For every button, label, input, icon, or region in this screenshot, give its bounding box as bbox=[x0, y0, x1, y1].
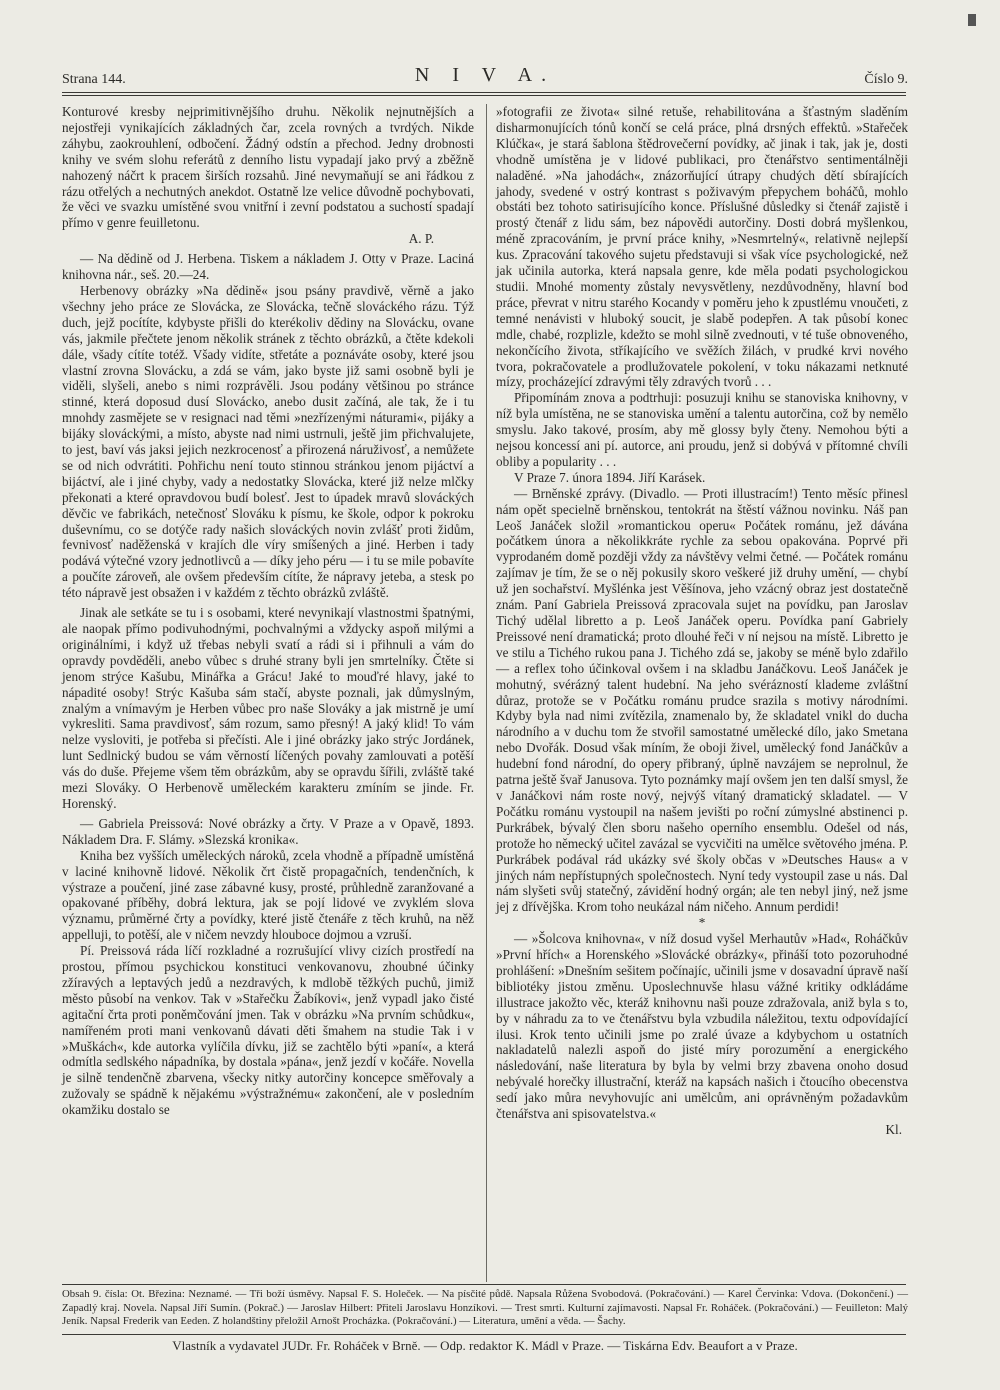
page-header bbox=[62, 64, 908, 90]
signature: A. P. bbox=[408, 231, 434, 247]
section-asterisk: * bbox=[698, 915, 706, 931]
footer-rule bbox=[62, 1284, 906, 1285]
right-paragraph: Připomínám znova a podtrhuji: posuzuji knihu se stanoviska knihovny, v níž byla umístěna, ne se stanoviska umění a talentu autorčina, což by nemělo smyslu. Jako takové, prosím, aby mě glossy byly čteny. Nemohou býti a nejsou koncessí ani pí. autorce, ani proudu, jenž si dobývá v přítomné chvíli obliby a popularity . . . bbox=[496, 390, 908, 469]
left-paragraph: Herbenovy obrázky »Na dědině« jsou psány pravdivě, věrně a jako všechny jeho práce ze Slovácka, ze Slovácka, tečně slováckého rázu. Týž duch, jejž pocítíte, kdybyste přišli do kterékoliv dědiny na Slovácku, ovane vás, jakmile přečtete jenom několik stránek z těchto obrázků, a čtěte kdekoli dále, všady cítíte totéž. Všady vidíte, střetáte a poznáváte osoby, které jsou vlastní zrovna Slovácku, a zdá se vám, jako byste již sami osobně byli je viděli, slyšeli, anebo s nimi rozprávěli. Jsou podány většinou po stránce stinné, která doposud dusí Slovácko, anebo dusit začíná, ale tak, že i tu mnohdy zasmějete se v resignaci nad těmi »nezřízenými náturami«, pijáky a bijáky slováckými, a místo, abyste nad nimi ustrnuli, ještě jim přichvalujete, to jest, baví vás jaksi jejich nezkrocenosť a přirozená náruživosť, a nemůžete se od nich odvrátiti. Pohřichu není touto stinnou stránkou jenom pijáctví a bijáctví, ale i jiné chyby, vady a nedostatky Slovácka, které již nelze mlčky překonati a které opravdovou budí bolesť. Jest to úpadek mravů slováckých děvčic ve fabrikách, netečnosť Slováku k písmu, ke škole, odpor k pokroku duševnímu, co se dotýče rady našich slováckých novin zvlášť proti židům, fevnivosť naděženská v krajích dle víry smíšených a jiné. Herben i tady podává výtečné vzory jednotlivců a — díky jeho péru — i tu se mile pobavíte a poučíte zároveň, ale ovšem především cítíte, že nápravy jeteba, a stesk po této nápravě jest obsažen i v každém z těchto obrázků zvláště. bbox=[62, 282, 474, 601]
issue-number: Číslo 9. bbox=[864, 72, 908, 87]
header-rule bbox=[62, 92, 906, 93]
signature: Kl. bbox=[885, 1122, 902, 1137]
left-column bbox=[62, 104, 474, 1118]
imprint-rule bbox=[62, 1334, 906, 1335]
left-paragraph: Pí. Preissová ráda líčí rozkladné a rozrušující vlivy cizích prostředí na prostou, přímou psychickou konstituci venkovanovu, zhoubné účinky zžíravých a leptavých jedů a nezdravých, k mdlobě těžkých puchů, jimiž město působí na venkov. Tak v »Stařečku Žabíkovi«, jenž vypadl jako čisté agitační črta proti poněmčování jmen. Tak v obrázku »Na prvním schůdku«, namířeném proti mani venkovanů dávati děti šmahem na studie Tak i v »Muškách«, kde autorka vylíčila dívku, již se zachtělo býti »paní«, a která odmítla sedlského nápadníka, by dostala »pána«, jenž jezdí v kočáře. Novella je silně tendenčně zbarvena, všecky nitky autorčiny koncepce směřovaly a zužovaly se spádně k nějakému »výstražnému« zakončení, ale v posledním okamžiku dostalo se bbox=[62, 943, 474, 1118]
publisher-imprint: Vlastník a vydavatel JUDr. Fr. Roháček v Brně. — Odp. redaktor K. Mádl v Praze. — Tiskárna Edv. Beaufort a v Praze. bbox=[172, 1338, 798, 1353]
header-rule-second bbox=[62, 95, 906, 96]
left-paragraph: — Na dědině od J. Herbena. Tiskem a nákladem J. Otty v Praze. Laciná knihovna nár., seš. 20.—24. bbox=[62, 251, 474, 283]
issue-contents: Obsah 9. čísla: Ot. Březina: Neznamé. — Tři boží úsměvy. Napsal F. S. Holeček. — Na písčité půdě. Napsala Růžena Svobodová. (Pokračování.) — Karel Červinka: Vdova. (Dokončení.) — Zapadlý kraj. Novela. Napsal Jiří Sumín. (Pokrač.) — Jaroslav Hilbert: Přiteli Jaroslavu Honzíkovi. — Trest smrti. Kulturní zajímavosti. Napsal Fr. Roháček. (Pokračování.) — Feuilleton: Malý Jeník. Napsal Frederik van Eeden. Z holandštiny přeložil Arnošt Procházka. (Pokračování.) — Literatura, umění a věda. — Šachy. bbox=[62, 1288, 908, 1328]
right-paragraph: »fotografii ze života« silné retuše, rehabilitována a šťastným sladěním disharmonujících tónů končí se celá práce, plná drsných effektů. »Stařeček Klúčka«, je stará šablona štědrovečerní povídky, ač jinak i tak, jak je, dosti vhodně umístěna je v lidové publikaci, pro čtenářstvo sentimentálněji naladěné. »Na jahodách«, znázorňující útrapy chudých dětí sbírajících jahody, svedené v ostrý kontrast s poživavým přepychem boháčů, mohlo obstáti bez tohoto satirisujícího konce. Příslušné důsledky si čtenář zajistě i prostý čtenář z lidu sám, bez nápovědi autorčiny. Dosti dobrá myšlenkou, méně zpracováním, je první práce knihy, »Nesmrtelný«, relativně nejlepší kus. Zpracování takového sujetu představuji si však více psychologické, než jak učinila autorka, která napsala genre, kde měla podati psychologickou studii. Mnohé momenty zůstaly nevysvětleny, nezdůvodněny, hlavní bod práce, převrat v nitru starého Kocandy v poměru jeho k zpustlému vnoučeti, z temné nenávisti v hluboký soucit, je slabě podepřen. A tak působí konec mdle, chabé, rozplizle, kdežto se mohl silně zvednouti, v té tuše obnoveného, nekončícího života, stříkajícího ve svěžích žilách, v prudké krvi nového tvora, pokračovatele a prodlužovatele pokolení, v toku nákazami netknuté mízy, procházející zdravými těly zdravých tvorů . . . bbox=[496, 104, 908, 390]
column-divider bbox=[486, 104, 487, 1282]
page-number: Strana 144. bbox=[62, 72, 126, 87]
right-column bbox=[496, 104, 908, 1138]
corner-mark bbox=[968, 14, 976, 26]
left-paragraph: Kniha bez vyšších uměleckých nároků, zcela vhodně a případně umístěná v laciné knihovně lidové. Několik črt čistě propagačních, tendenčních, k výstraze a poučení, jiné zase zábavné kusy, prosté, průhledně zaranžované a opakované příběhy, dobrá lektura, jak se pojí lidové ve zvyklém slova významu, průměrné črty a povídky, které jistě čtenáře z těch kruhů, na něž appelluji, to potěší, ale v ničem nevzdy hlouboce dojmou a vzruší. bbox=[62, 847, 474, 943]
right-paragraph: — »Šolcova knihovna«, v níž dosud vyšel Merhautův »Had«, Roháčkův »První hřích« a Horenského »Slovácké obrázky«, přináší toto pozoruhodné prohlášení: »Dnešním sešitem počínajíc, učinili jsme v dosavadní úpravě naší bibliotéky jistou změnu. Uposlechnuvše hlasu vážné kritiky odkládáme illustrace jakožto věc, kteráž knihovnu naši pouze zdražovala, aniž byla s to, by v náhradu za to ve čtenářstvu byla vzbudila náležitou, textu odpovídající ilusi. Krok tento učinili jsme po zralé úvaze a kdybychom u ostatních nakladatelů nalezli aspoň do jisté míry porozumění a energického následování, naše literatura by byla by velmi brzy zbavena onoho dosud nebývalé horečky illustrační, kteráž na kapsách našich i čtoucího obecenstva sedí jako můra nevyhovujíc ani umělcům, ani oprávněným požadavkům čtenářstva ani spisovatelstva.« bbox=[496, 931, 908, 1122]
right-paragraph: — Brněnské zprávy. (Divadlo. — Proti illustracím!) Tento měsíc přinesl nám opět specielně brněnskou, tentokrát na štěstí vážnou novinku. Náš pan Leoš Janáček složil »romantickou operu« Počátek románu, jež dávána počátkem února a několikkráte rychle za sebou opakována. Poprvé při vyprodaném domě později vždy za návštěvy velmi četné. — Počátek románu zajímav je tím, že se o něj pokusily skoro veškeré již druhy umění, — chybí už jen sochařství. Myšlénka jest Věšínova, jeho vzácný obraz jest dostatečně znám. Paní Gabriela Preissová zpracovala sujet na povídku, pan Jaroslav Tichý udělal libretto a p. Leoš Janáček operu. Povídka paní Gabriely Preissové není dramatická; proto dlouhé řeči v ní nejsou na místě. Libretto je ve stilu a Tichého rukou pana J. Tichého zdá se, jakoby se méně bylo zdařilo — a reflex toho účinkoval ovšem i na skladbu Janáčkovu. Leoš Janáček je mohutný, svérázný talent hudební. Na jeho svérázností klademe zvláštní důraz, protože se v Počátku románu prudce srazila s motivy národními. Kdyby byla nad nimi zvítězila, znamenalo by, že skladatel vnikl do ducha národního a v duchu tom že stvořil samostatné umělecké dílo, jako Smetana nebo Dvořák. Dosud však míním, že oboji živel, umělecký fond Janáčkův a hudební fond národní, do opery přibraný, úplně navzájem se neprolnul, že patrna ještě švař Janusova. Tyto poznámky mají ovšem jen ten další smysl, že v Janáčkovi nám roste nový, nejvýš vítaný dramatický skladatel. — V Počátku románu vystoupil na našem jevišti po roční zúmyslné abstinenci p. Purkrábek, bývalý člen sboru našeho operního ensemblu. Odešel od nás, protože ho německý učitel zavázal se vycvičiti na umělce světového jména. P. Purkrábek podával rád ukázky své školy občas v »Deutsches Haus« a v jiných nám nepřístupných společnostech. Nyní tedy vystoupil zase u nás. Dal nám slyšeti svůj statečný, závidění hodný orgán; ale ten nebyl jiný, než jsme jej z dřívějška. Krom toho neukázal nám ničeho. Annum perdidi! bbox=[496, 485, 908, 915]
dateline: V Praze 7. února 1894. Jiří Karásek. bbox=[514, 469, 706, 485]
masthead-title: N I V A. bbox=[414, 64, 556, 86]
left-paragraph: Jinak ale setkáte se tu i s osobami, které nevynikají vlastnostmi špatnými, ale naopak přímo podivuhodnými, pochvalnými a vždycky aspoň milými a originálními, i když už třebas nebyli svatí a rádi si i přihnuli a vám do opravdy povděděli, anebo vůbec s druhé strany byli jen smrtelníky. Čtěte si jenom strýce Kašubu, Minářka a Grácu! Jaké to mouďré hlavy, jaké to nápadité osoby! Strýc Kašuba sám stačí, abyste poznali, jak důmyslným, znalým a vnímavým je Herben vůbec pro naše Slováky a jak mistrně je umí vykresliti. Sama pravdivosť, sám rozum, samo přesný! A jaký klid! To vám nelze vysloviti, je potřeba si přečísti. Ale i jiné obrázky jako strýc Jordánek, lunt Sedlnický budou se vám věrností líčených povahy zamlouvati a potěší vás do duše. Přejeme všem těm obrázkům, aby se opravdu šířili, zvláště také mezi Slováky. O Herbenově uměleckém karakteru zmíním se jinde. Fr. Horenský. bbox=[62, 605, 474, 811]
left-paragraph: Konturové kresby nejprimitivnějšího druhu. Několik nejnutnějších a nejostřeji vynikajících základných čar, zcela rovných a tvrdých. Nikde záhybu, zaokrouhlení, odbočení. Žádný odstín a přechod. Jedny drobnosti knihy ve svém slohu referátů z denního listu vypadají jako prvý a zběžně nahozený náčrt k pracem širších rozsahů. Jiné nevymaňují se ani řádkou z rázu otřelých a nechutných anekdot. Ostatně lze velice důvodně pochybovati, že věci ve svazku umístěné svou vnitřní i zevní podstatou a suchostí spadají přímo v genre feuilletonu. bbox=[62, 104, 474, 231]
left-paragraph: — Gabriela Preissová: Nové obrázky a črty. V Praze a v Opavě, 1893. Nákladem Dra. F. Slámy. »Slezská kronika«. bbox=[62, 815, 474, 847]
